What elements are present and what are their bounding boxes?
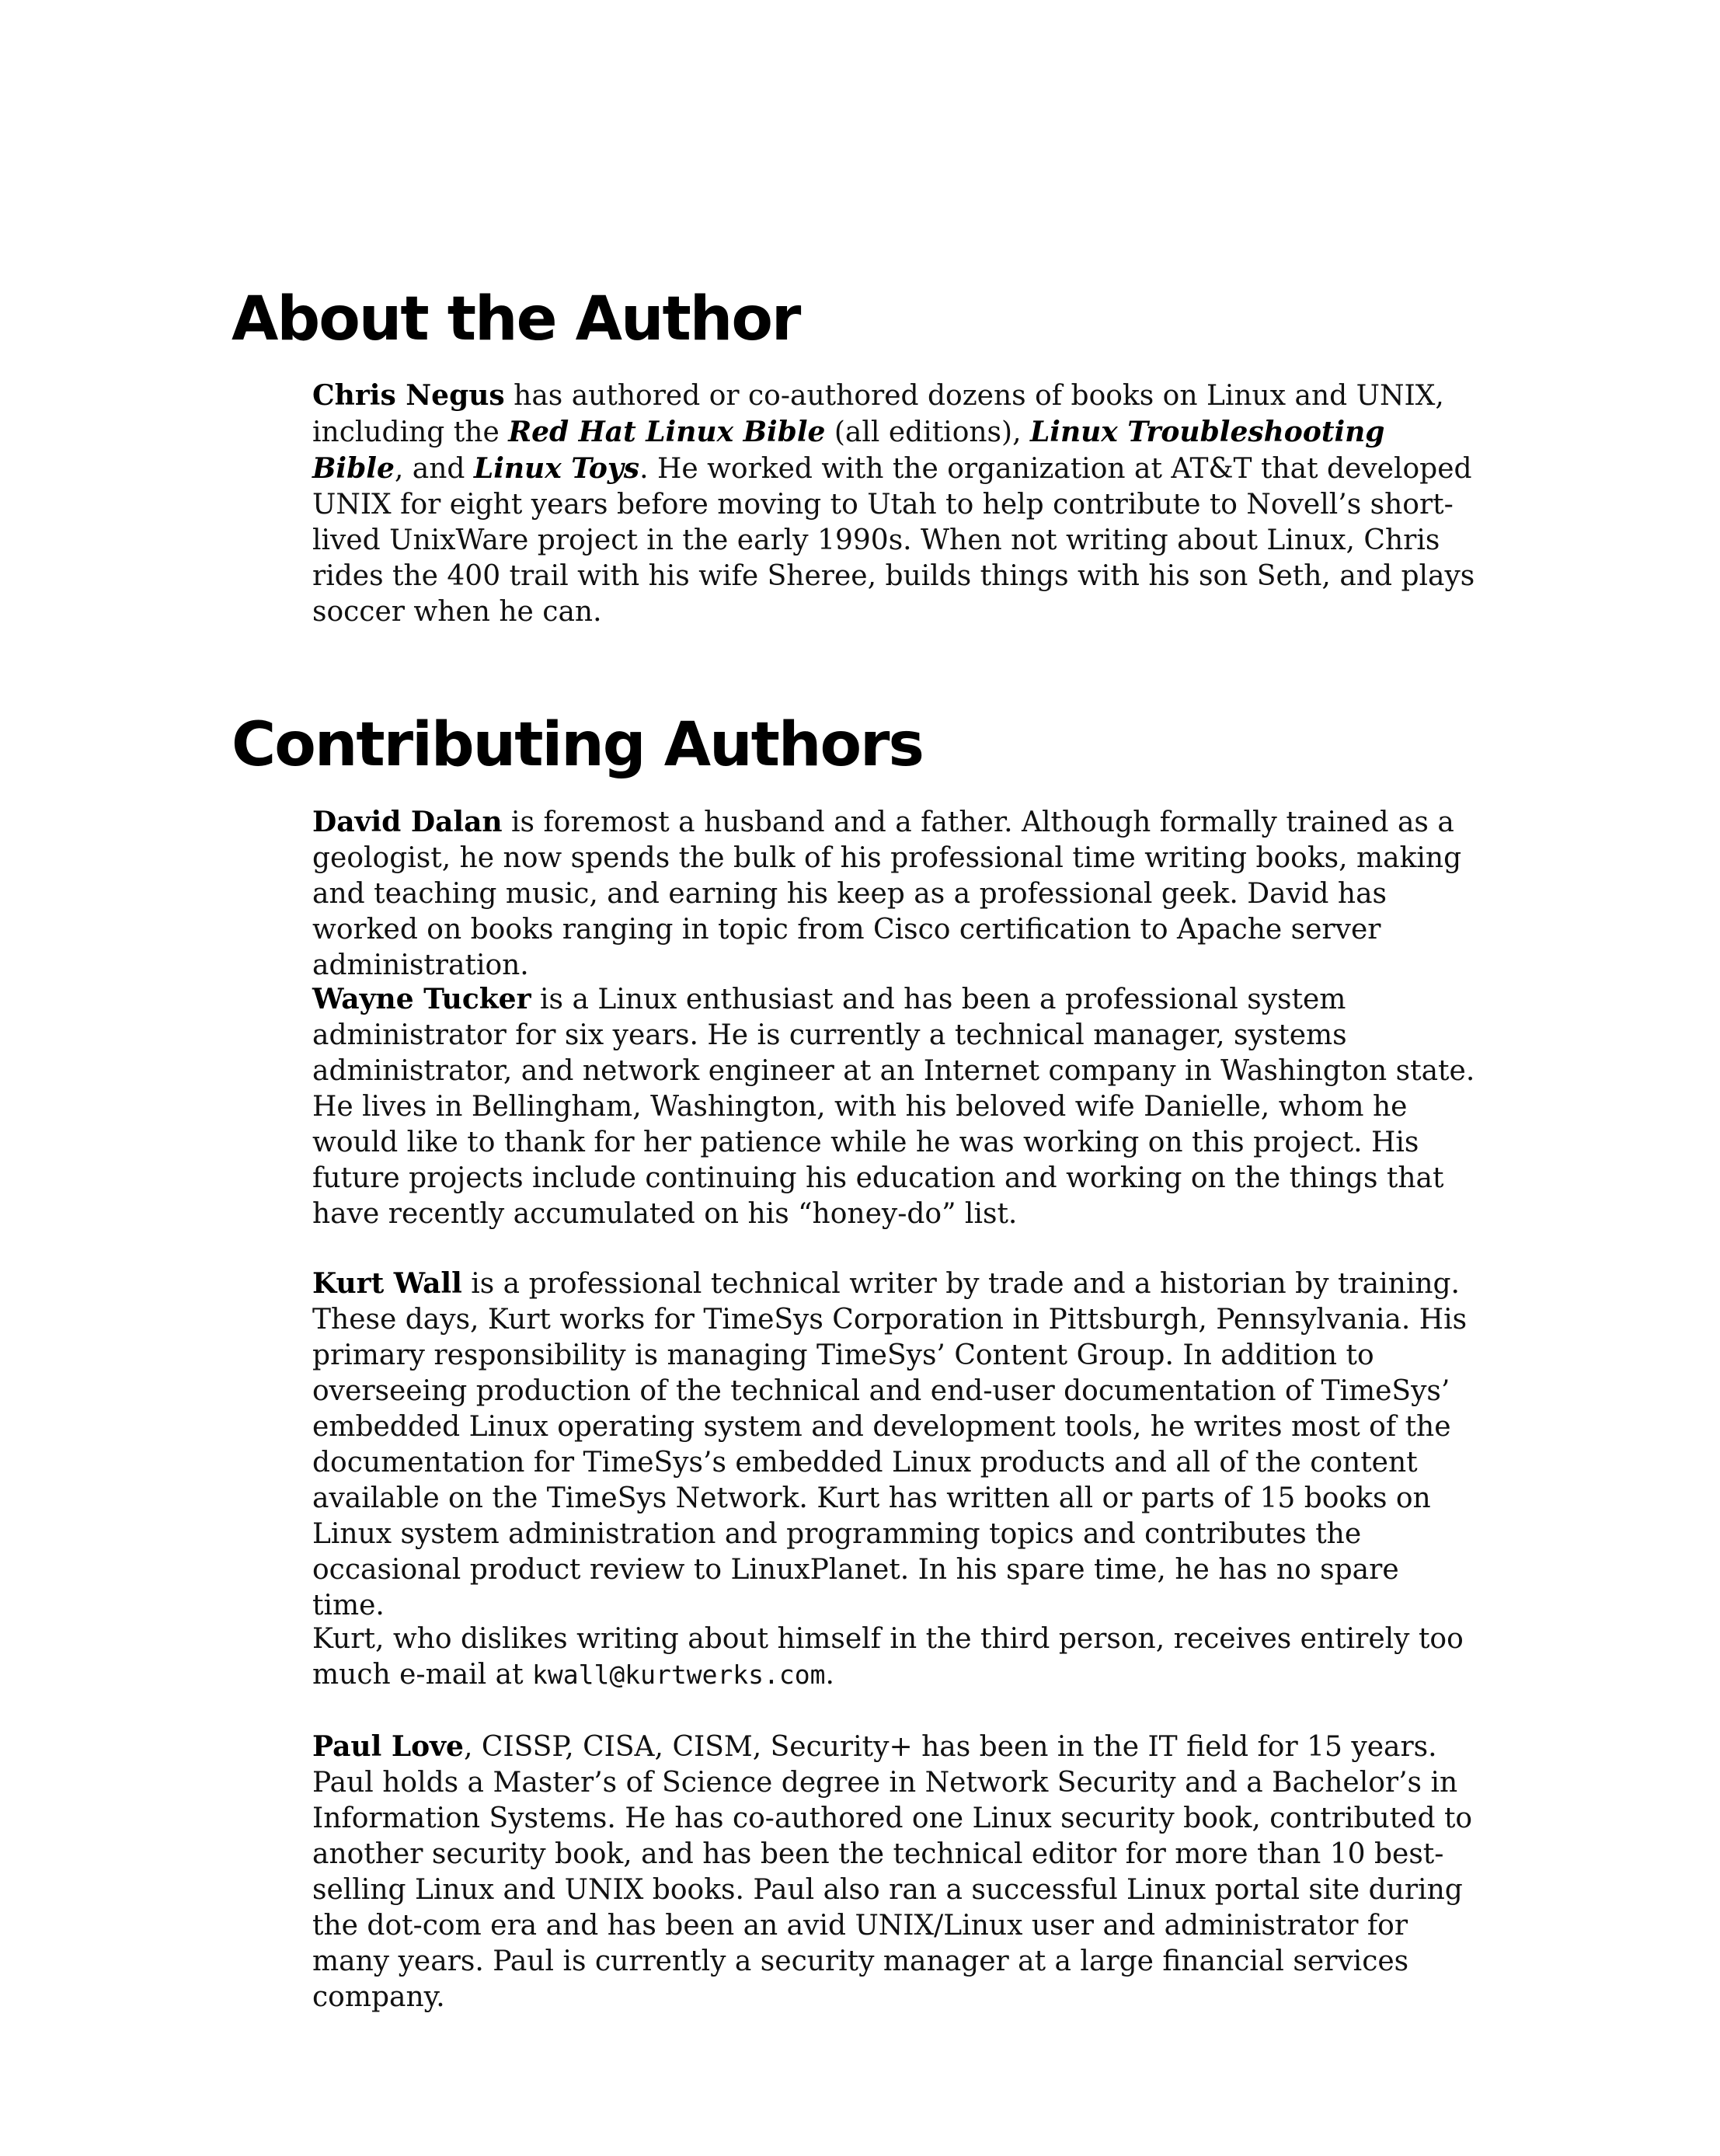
book-title: Red Hat Linux Bible <box>508 416 826 448</box>
wayne-tucker-bio <box>312 981 1478 1232</box>
bio-text: has authored or co-authored dozens of books on Linux and UNIX, including the <box>312 380 1444 448</box>
paul-love-bio <box>312 1729 1478 2015</box>
bio-text: . <box>825 1659 834 1691</box>
author-name: Kurt Wall <box>312 1267 462 1300</box>
bio-text: . He worked with the organization at AT&T that developed UNIX for eight years before moving to Utah to help contribute to Novell’s short-lived UnixWare project in the early 1990s. When not writing about Linux, Chris rides the 400 trail with his wife Sheree, builds things with his son Seth, and plays soccer when he can. <box>312 453 1475 628</box>
author-name: Wayne Tucker <box>312 983 531 1015</box>
author-name: Paul Love <box>312 1730 464 1763</box>
david-dalan-bio <box>312 804 1478 984</box>
author-name: Chris Negus <box>312 379 505 412</box>
bio-text: , and <box>394 453 474 485</box>
kurt-wall-bio <box>312 1266 1478 1624</box>
book-title: Linux Troubleshooting Bible <box>312 416 1385 485</box>
email-address: kwall@kurtwerks.com <box>532 1660 826 1690</box>
bio-text: Kurt, who dislikes writing about himself in the third person, receives entirely too much e-mail at <box>312 1623 1464 1691</box>
bio-text: is foremost a husband and a father. Although formally trained as a geologist, he now spends the bulk of his professional time writing books, making and teaching music, and earning his keep as a professional geek. David has worked on books ranging in topic from Cisco certification to Apache server administration. <box>312 806 1462 981</box>
bio-text: is a professional technical writer by trade and a historian by training. These days, Kurt works for TimeSys Corporation in Pittsburgh, Pennsylvania. His primary responsibility is managing TimeSys’ Content Group. In addition to overseeing production of the technical and end-user documentation of TimeSys’ embedded Linux operating system and development tools, he writes most of the documentation for TimeSys’s embedded Linux products and all of the content available on the TimeSys Network. Kurt has written all or parts of 15 books on Linux system administration and programming topics and contributes the occasional product review to LinuxPlanet. In his spare time, he has no spare time. <box>312 1268 1468 1621</box>
bio-text: is a Linux enthusiast and has been a professional system administrator for six years. He is currently a technical manager, systems administrator, and network engineer at an Internet company in Washington state. He lives in Bellingham, Washington, with his beloved wife Danielle, whom he would like to thank for her patience while he was working on this project. His future projects include continuing his education and working on the things that have recently accumulated on his “honey-do” list. <box>312 984 1475 1230</box>
kurt-wall-email-paragraph <box>312 1621 1478 1693</box>
contributing-authors-heading: Contributing Authors <box>232 710 923 780</box>
chris-negus-bio <box>312 378 1478 630</box>
book-title: Linux Toys <box>473 452 640 485</box>
bio-text: , CISSP, CISA, CISM, Security+ has been in the IT field for 15 years. Paul holds a Master’s of Science degree in Network Security and a Bachelor’s in Information Systems. He has co-authored one Linux security book, contributed to another security book, and has been the technical editor for more than 10 best-selling Linux and UNIX books. Paul also ran a successful Linux portal site during the dot-com era and has been an avid UNIX/Linux user and administrator for many years. Paul is currently a security manager at a large financial services company. <box>312 1731 1473 2013</box>
bio-text: (all editions), <box>825 416 1030 448</box>
about-author-heading: About the Author <box>232 284 800 354</box>
author-name: David Dalan <box>312 806 503 838</box>
